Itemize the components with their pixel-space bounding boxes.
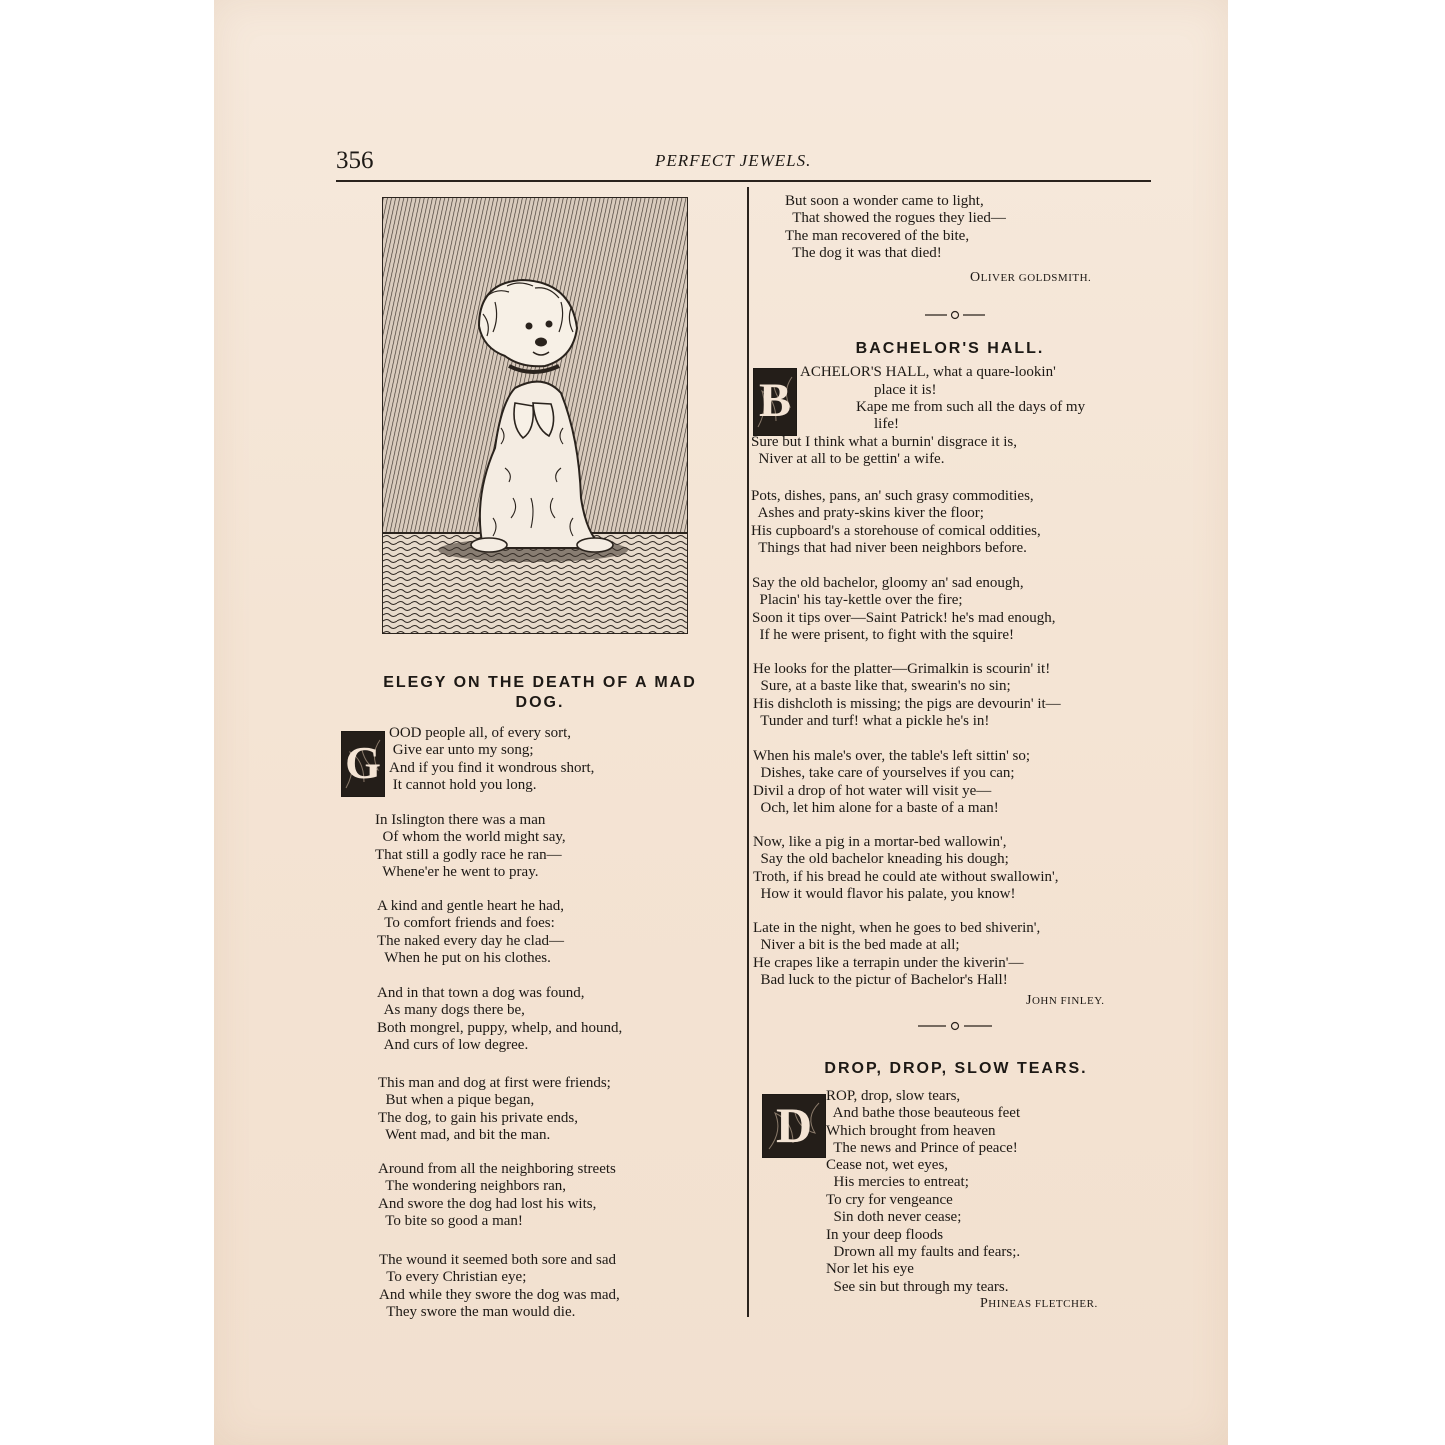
poem2-stanza-6: Now, like a pig in a mortar-bed wallowin', Say the old bachelor kneading his dough; Troth, if his bread he could ate without swallowin', How it would flavor his palate, you know! [753,834,1059,903]
poem2-stanza-1-rest: Sure but I think what a burnin' disgrace it is, Niver at all to be gettin' a wife. [751,434,1017,468]
poem1-stanza-3: A kind and gentle heart he had, To comfort friends and foes: The naked every day he clad— When he put on his clothes. [377,898,565,967]
poem2-line-1: ACHELOR'S HALL, what a quare-lookin' [800,364,1056,380]
poem3-author: PHINEAS FLETCHER. [980,1296,1098,1311]
book-page [214,0,1228,1445]
poem1-stanza-1: OOD people all, of every sort, Give ear unto my song; And if you find it wondrous short, It cannot hold you long. [389,725,595,794]
dog-illustration [382,197,688,634]
poem2-title: BACHELOR'S HALL. [855,340,1045,357]
column-divider [747,187,749,1317]
poem1-author: OLIVER GOLDSMITH. [970,270,1092,285]
poem2-stanza-7: Late in the night, when he goes to bed shiverin', Niver a bit is the bed made at all; He crapes like a terrapin under the kiverin'— Bad luck to the pictur of Bachelor's Hall! [753,920,1041,989]
poem3-lines-top: ROP, drop, slow tears, And bathe those beauteous feet Which brought from heaven The news and Prince of peace! [826,1088,1021,1157]
poem3-drop-cap: D [762,1094,826,1158]
poem1-stanza-5: This man and dog at first were friends; But when a pique began, The dog, to gain his private ends, Went mad, and bit the man. [378,1075,611,1144]
running-title: PERFECT JEWELS. [655,151,812,170]
poem2-stanza-4: He looks for the platter—Grimalkin is scourin' it! Sure, at a baste like that, swearin's no sin; His dishcloth is missing; the pigs are devourin' it— Tunder and turf! what a pickle he's in! [753,661,1061,730]
poem1-stanza-7: The wound it seemed both sore and sad To every Christian eye; And while they swore the dog was mad, They swore the man would die. [379,1252,620,1321]
poem2-stanza-2: Pots, dishes, pans, an' such grasy commodities, Ashes and praty-skins kiver the floor; His cupboard's a storehouse of comical oddities, Things that had niver been neighbors before. [751,488,1041,557]
poem2-line-4: life! [874,416,899,432]
poem2-stanza-5: When his male's over, the table's left sittin' so; Dishes, take care of yourselves if you can; Divil a drop of hot water will visit ye— Och, let him alone for a baste of a man! [753,748,1031,817]
poem1-drop-cap: G [341,731,385,797]
poem2-line-3: Kape me from such all the days of my [856,399,1086,415]
poem1-stanza-8: But soon a wonder came to light, That showed the rogues they lied— The man recovered of the bite, The dog it was that died! [785,193,1006,262]
poem3-lines-rest: Cease not, wet eyes, His mercies to entreat; To cry for vengeance Sin doth never cease; In your deep floods Drown all my faults and fears;. Nor let his eye See sin but through my tears. [826,1157,1021,1295]
poem1-stanza-4: And in that town a dog was found, As many dogs there be, Both mongrel, puppy, whelp, and hound, And curs of low degree. [377,985,623,1054]
header-rule [336,180,1151,182]
poem2-drop-cap: B [753,368,797,436]
section-ornament-2 [918,1021,992,1031]
section-ornament-1 [925,310,985,320]
poem1-title-line2: DOG. [515,694,565,711]
poem2-line-2: place it is! [874,382,937,398]
poem1-title-line1: ELEGY ON THE DEATH OF A MAD [383,674,697,691]
poem3-title: DROP, DROP, SLOW TEARS. [824,1060,1088,1077]
poem1-stanza-6: Around from all the neighboring streets The wondering neighbors ran, And swore the dog had lost his wits, To bite so good a man! [378,1161,616,1230]
poem1-stanza-2: In Islington there was a man Of whom the world might say, That still a godly race he ran— Whene'er he went to pray. [375,812,566,881]
poem2-stanza-3: Say the old bachelor, gloomy an' sad enough, Placin' his tay-kettle over the fire; Soon it tips over—Saint Patrick! he's mad enough, If he were prisent, to fight with the squire! [752,575,1056,644]
poem2-author: JOHN FINLEY. [1026,993,1105,1008]
page-number: 356 [336,147,374,174]
